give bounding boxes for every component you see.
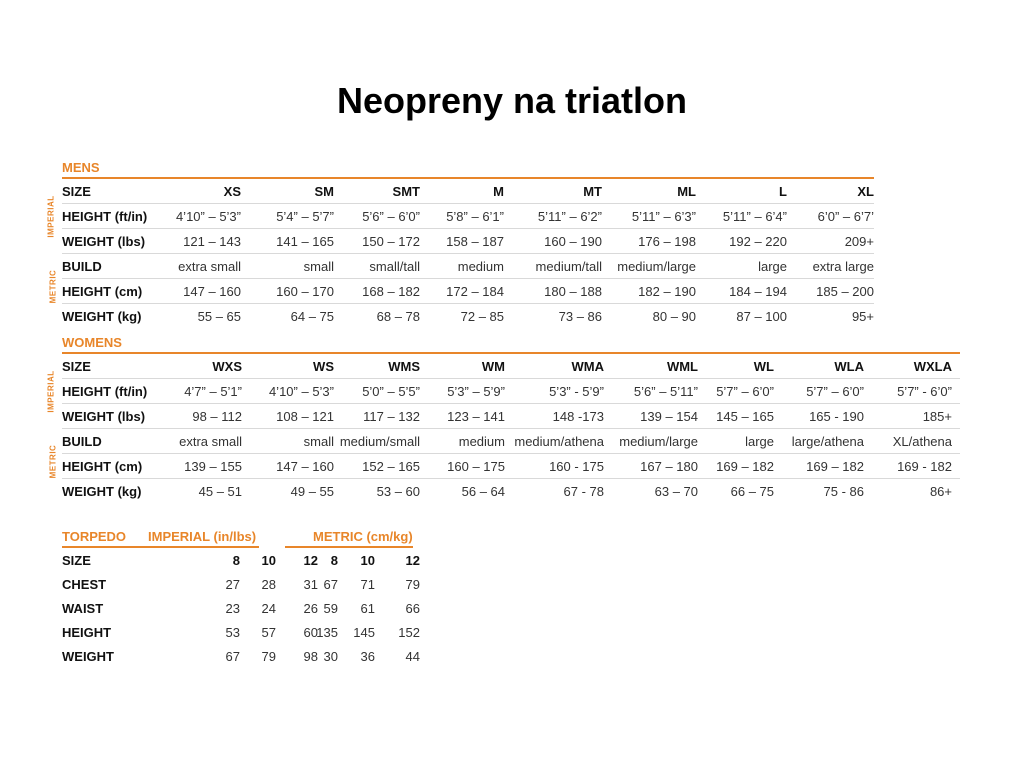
table-cell: extra small — [178, 259, 241, 274]
metric-cell: 79 — [405, 577, 420, 592]
table-cell: medium/tall — [535, 259, 602, 274]
metric-cell: 36 — [360, 649, 375, 664]
table-row — [62, 644, 422, 668]
table-cell: 139 – 155 — [184, 459, 242, 474]
metric-cell: 66 — [405, 601, 420, 616]
table-cell: 148 -173 — [552, 409, 604, 424]
imperial-cell: 26 — [303, 601, 318, 616]
row-label: SIZE — [62, 359, 91, 374]
table-cell: 121 – 143 — [183, 234, 241, 249]
table-cell: 185 – 200 — [816, 284, 874, 299]
row-label: BUILD — [62, 259, 102, 274]
row-label: WAIST — [62, 601, 104, 616]
womens-heading: WOMENS — [62, 335, 122, 350]
table-cell: 73 – 86 — [558, 309, 602, 324]
table-cell: 152 – 165 — [362, 459, 420, 474]
table-cell: 45 – 51 — [198, 484, 242, 499]
row-label: WEIGHT (kg) — [62, 484, 142, 499]
table-cell: XL/athena — [892, 434, 952, 449]
mens-size-table — [62, 179, 874, 328]
table-cell: 5’11” – 6’2” — [537, 209, 602, 224]
table-cell: 185+ — [922, 409, 952, 424]
table-row — [62, 229, 874, 254]
table-row — [62, 204, 874, 229]
size-header-cell: XL — [857, 184, 874, 199]
size-header-cell: L — [779, 184, 787, 199]
table-cell: 147 – 160 — [183, 284, 241, 299]
table-row — [62, 596, 422, 620]
metric-cell: 10 — [360, 553, 375, 568]
table-cell: 169 - 182 — [897, 459, 952, 474]
size-header-cell: WS — [313, 359, 334, 374]
imperial-cell: 8 — [232, 553, 240, 568]
imperial-cell: 12 — [303, 553, 318, 568]
row-label: WEIGHT (lbs) — [62, 234, 146, 249]
metric-cell: 44 — [405, 649, 420, 664]
table-cell: 66 – 75 — [730, 484, 774, 499]
table-cell: 75 - 86 — [823, 484, 864, 499]
table-cell: 160 - 175 — [549, 459, 604, 474]
table-cell: large — [745, 434, 774, 449]
table-cell: 139 – 154 — [640, 409, 698, 424]
size-header-cell: WM — [481, 359, 505, 374]
table-cell: 5’7” – 6’0” — [806, 384, 864, 399]
row-label: HEIGHT (ft/in) — [62, 384, 148, 399]
table-cell: 145 – 165 — [716, 409, 774, 424]
table-cell: 184 – 194 — [729, 284, 787, 299]
table-cell: 169 – 182 — [806, 459, 864, 474]
table-row — [62, 254, 874, 279]
table-cell: 5’7” – 6’0” — [716, 384, 774, 399]
table-row — [62, 479, 960, 503]
table-cell: 176 – 198 — [638, 234, 696, 249]
table-cell: small — [303, 259, 334, 274]
table-cell: 98 – 112 — [192, 409, 242, 424]
table-cell: 68 – 78 — [376, 309, 420, 324]
table-row — [62, 548, 422, 572]
row-label: WEIGHT (kg) — [62, 309, 142, 324]
imperial-cell: 98 — [303, 649, 318, 664]
table-cell: medium — [457, 259, 504, 274]
table-cell: 6’0” – 6’7’ — [817, 209, 874, 224]
table-cell: large/athena — [791, 434, 864, 449]
table-row — [62, 304, 874, 328]
table-row — [62, 404, 960, 429]
mens-heading: MENS — [62, 160, 100, 175]
table-cell: 123 – 141 — [447, 409, 505, 424]
table-cell: 4’7” – 5’1” — [184, 384, 242, 399]
metric-cell: 30 — [323, 649, 338, 664]
imperial-cell: 24 — [261, 601, 276, 616]
size-header-cell: M — [493, 184, 504, 199]
table-cell: 5’4” – 5’7” — [276, 209, 334, 224]
table-row — [62, 354, 960, 379]
womens-metric-label: METRIC — [48, 444, 58, 479]
size-header-cell: WXLA — [913, 359, 952, 374]
row-label: HEIGHT (cm) — [62, 459, 143, 474]
torpedo-metric-heading: METRIC (cm/kg) — [313, 529, 413, 544]
size-header-cell: MT — [583, 184, 602, 199]
metric-cell: 152 — [398, 625, 420, 640]
row-label: SIZE — [62, 184, 91, 199]
imperial-cell: 60 — [303, 625, 318, 640]
table-cell: medium/large — [617, 259, 696, 274]
size-header-cell: WXS — [212, 359, 242, 374]
table-cell: 64 – 75 — [290, 309, 334, 324]
table-cell: 5’7” - 6’0” — [897, 384, 952, 399]
table-row — [62, 620, 422, 644]
size-header-cell: XS — [223, 184, 241, 199]
size-header-cell: WML — [666, 359, 698, 374]
row-label: WEIGHT — [62, 649, 114, 664]
size-header-cell: WMS — [388, 359, 420, 374]
table-cell: 55 – 65 — [197, 309, 241, 324]
table-cell: 167 – 180 — [640, 459, 698, 474]
table-cell: 5’3” - 5’9” — [549, 384, 604, 399]
table-cell: 5’0” – 5’5” — [362, 384, 420, 399]
row-label: HEIGHT (ft/in) — [62, 209, 148, 224]
table-cell: 63 – 70 — [654, 484, 698, 499]
table-cell: 168 – 182 — [362, 284, 420, 299]
row-label: CHEST — [62, 577, 107, 592]
table-cell: 87 – 100 — [736, 309, 787, 324]
size-header-cell: SMT — [392, 184, 420, 199]
table-row — [62, 572, 422, 596]
table-row — [62, 454, 960, 479]
metric-cell: 59 — [323, 601, 338, 616]
imperial-cell: 31 — [303, 577, 318, 592]
metric-cell: 61 — [360, 601, 375, 616]
imperial-cell: 28 — [261, 577, 276, 592]
page-title: Neopreny na triatlon — [336, 80, 688, 121]
table-row — [62, 429, 960, 454]
imperial-cell: 57 — [261, 625, 276, 640]
womens-imperial-label: IMPERIAL — [46, 370, 56, 413]
womens-size-table — [62, 354, 960, 503]
metric-cell: 145 — [353, 625, 375, 640]
table-cell: small — [303, 434, 334, 449]
row-label: BUILD — [62, 434, 102, 449]
table-cell: 49 – 55 — [290, 484, 334, 499]
table-row — [62, 279, 874, 304]
metric-cell: 67 — [323, 577, 338, 592]
size-header-cell: WMA — [571, 359, 604, 374]
table-cell: medium/small — [339, 434, 420, 449]
table-cell: 117 – 132 — [363, 409, 420, 424]
table-cell: 141 – 165 — [276, 234, 334, 249]
mens-imperial-label: IMPERIAL — [46, 195, 56, 238]
metric-cell: 12 — [405, 553, 420, 568]
table-cell: 165 - 190 — [809, 409, 864, 424]
row-label: WEIGHT (lbs) — [62, 409, 146, 424]
table-cell: medium/large — [619, 434, 698, 449]
table-cell: large — [758, 259, 787, 274]
mens-metric-label: METRIC — [48, 269, 58, 304]
table-cell: 5’11” – 6’3” — [631, 209, 696, 224]
table-cell: 150 – 172 — [362, 234, 420, 249]
metric-cell: 8 — [330, 553, 338, 568]
imperial-cell: 10 — [261, 553, 276, 568]
imperial-cell: 79 — [261, 649, 276, 664]
torpedo-size-table — [62, 548, 422, 668]
table-cell: 160 – 175 — [447, 459, 505, 474]
size-header-cell: WLA — [834, 359, 864, 374]
torpedo-heading: TORPEDO — [62, 529, 127, 544]
table-cell: 182 – 190 — [638, 284, 696, 299]
table-cell: extra large — [812, 259, 874, 274]
torpedo-imperial-heading: IMPERIAL (in/lbs) — [148, 529, 257, 544]
table-cell: 5’6” – 5’11” — [633, 384, 698, 399]
size-header-cell: ML — [677, 184, 696, 199]
table-cell: 5’3” – 5’9” — [447, 384, 505, 399]
table-cell: 86+ — [929, 484, 952, 499]
table-row — [62, 179, 874, 204]
size-header-cell: SM — [314, 184, 334, 199]
table-cell: 56 – 64 — [461, 484, 505, 499]
table-cell: 180 – 188 — [544, 284, 602, 299]
table-cell: 147 – 160 — [276, 459, 334, 474]
metric-cell: 135 — [316, 625, 338, 640]
table-cell: 160 – 170 — [276, 284, 334, 299]
table-cell: 5’6” – 6’0” — [362, 209, 420, 224]
row-label: SIZE — [62, 553, 91, 568]
table-cell: 158 – 187 — [446, 234, 504, 249]
table-cell: 5’11” – 6’4” — [722, 209, 787, 224]
table-cell: 95+ — [851, 309, 874, 324]
metric-cell: 71 — [360, 577, 375, 592]
table-cell: 192 – 220 — [729, 234, 787, 249]
table-cell: 160 – 190 — [544, 234, 602, 249]
imperial-cell: 27 — [225, 577, 240, 592]
size-header-cell: WL — [753, 359, 774, 374]
table-cell: medium — [458, 434, 505, 449]
table-cell: 5’8” – 6’1” — [446, 209, 504, 224]
table-cell: small/tall — [369, 259, 420, 274]
imperial-cell: 53 — [225, 625, 240, 640]
row-label: HEIGHT (cm) — [62, 284, 143, 299]
table-cell: 209+ — [844, 234, 874, 249]
table-cell: 67 - 78 — [563, 484, 604, 499]
imperial-cell: 67 — [225, 649, 240, 664]
table-cell: 80 – 90 — [652, 309, 696, 324]
table-row — [62, 379, 960, 404]
table-cell: medium/athena — [514, 434, 604, 449]
table-cell: 108 – 121 — [276, 409, 334, 424]
row-label: HEIGHT — [62, 625, 112, 640]
table-cell: 53 – 60 — [376, 484, 420, 499]
table-cell: 4’10” – 5’3” — [175, 209, 241, 224]
table-cell: 4’10” – 5’3” — [268, 384, 334, 399]
table-cell: extra small — [179, 434, 242, 449]
table-cell: 172 – 184 — [446, 284, 504, 299]
imperial-cell: 23 — [225, 601, 240, 616]
table-cell: 72 – 85 — [460, 309, 504, 324]
table-cell: 169 – 182 — [716, 459, 774, 474]
